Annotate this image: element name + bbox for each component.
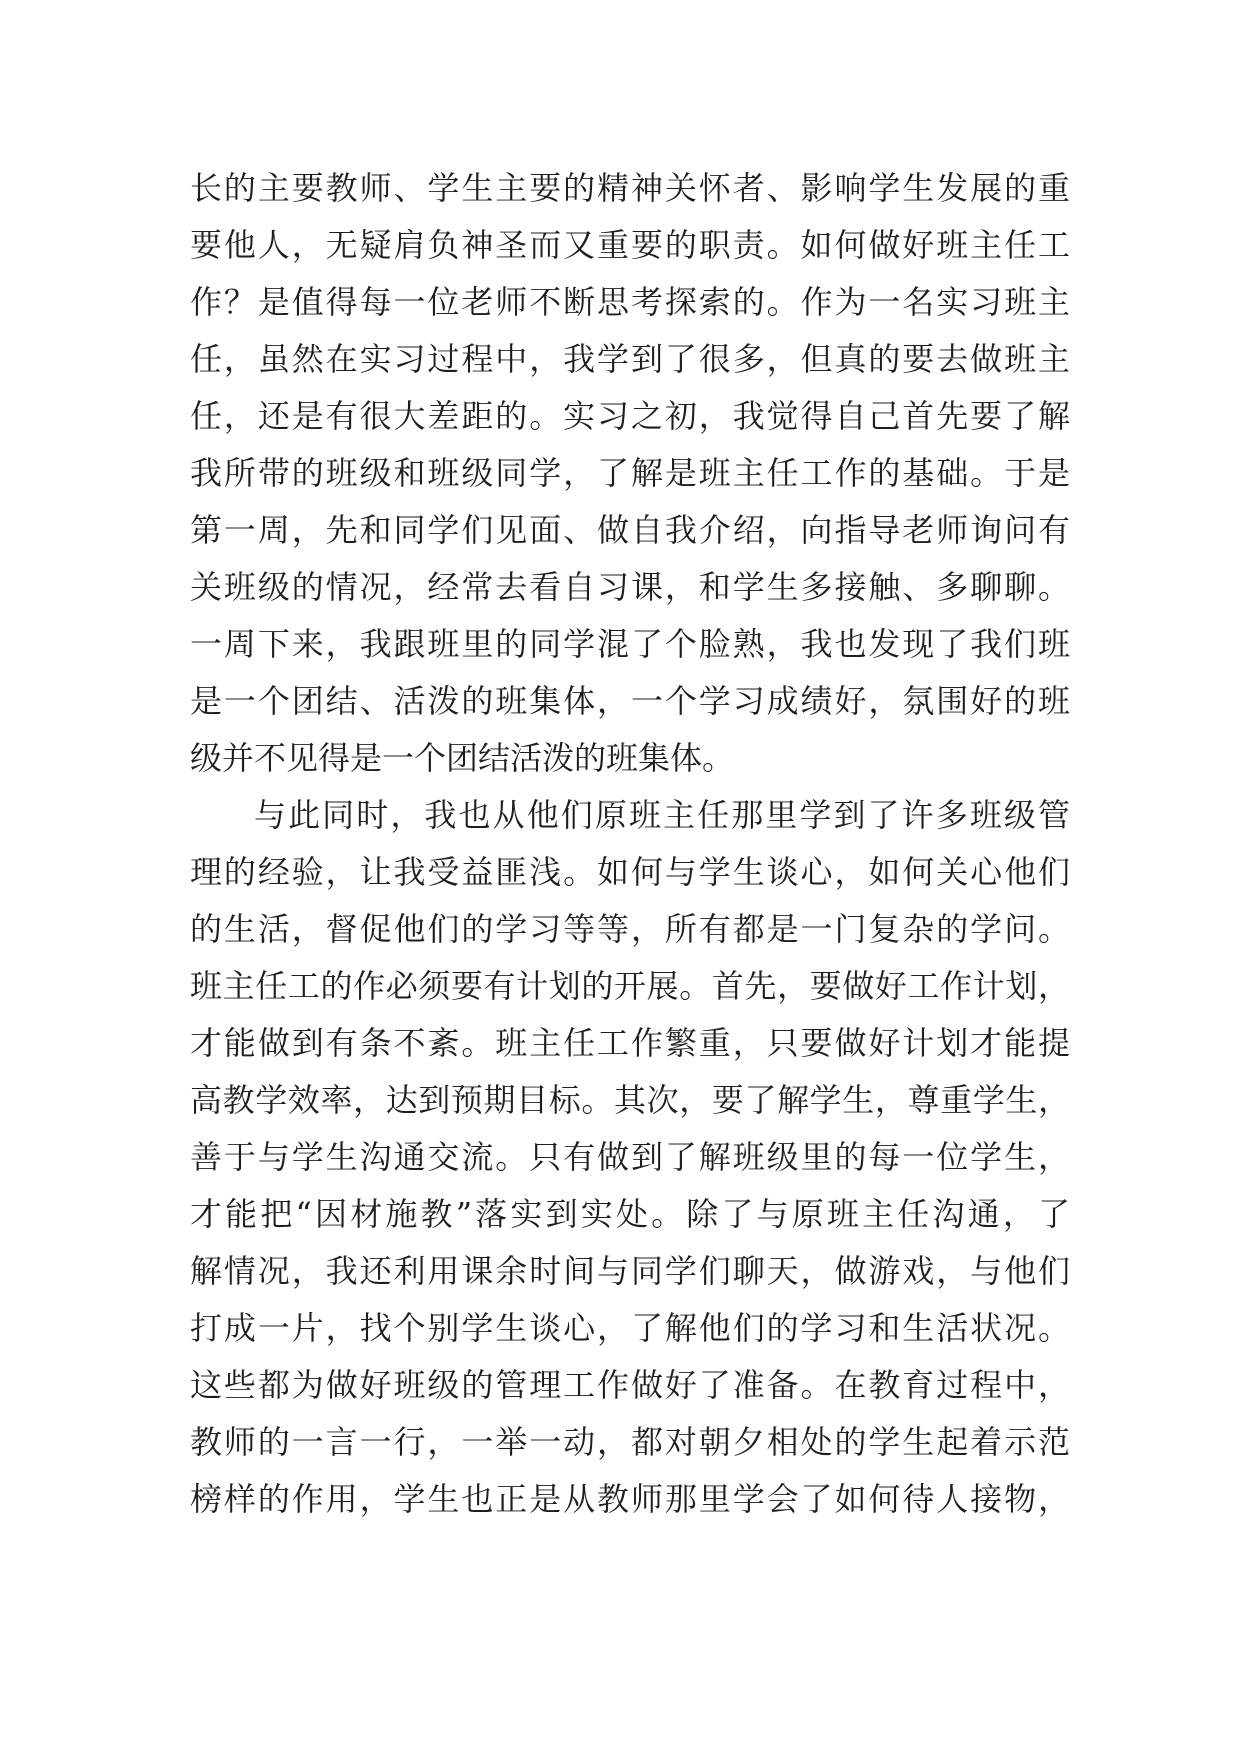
text-line: 是一个团结、活泼的班集体，一个学习成绩好，氛围好的班 [190,682,1070,720]
text-line: 榜样的作用，学生也正是从教师那里学会了如何待人接物， [190,1480,1070,1518]
text-line: 要他人，无疑肩负神圣而又重要的职责。如何做好班主任工 [190,226,1070,264]
text-line: 这些都为做好班级的管理工作做好了准备。在教育过程中， [190,1366,1070,1404]
text-line: 高教学效率，达到预期目标。其次，要了解学生，尊重学生， [190,1081,1070,1119]
text-line: 打成一片，找个别学生谈心，了解他们的学习和生活状况。 [190,1309,1070,1347]
text-line: 任，虽然在实习过程中，我学到了很多，但真的要去做班主 [190,340,1070,378]
text-line: 班主任工的作必须要有计划的开展。首先，要做好工作计划， [190,967,1070,1005]
text-line: 的生活，督促他们的学习等等，所有都是一门复杂的学问。 [190,910,1070,948]
text-line: 教师的一言一行，一举一动，都对朝夕相处的学生起着示范 [190,1423,1070,1461]
text-line: 解情况，我还利用课余时间与同学们聊天，做游戏，与他们 [190,1252,1070,1290]
text-line: 作？是值得每一位老师不断思考探索的。作为一名实习班主 [190,283,1070,321]
text-line: 任，还是有很大差距的。实习之初，我觉得自己首先要了解 [190,397,1070,435]
text-line: 第一周，先和同学们见面、做自我介绍，向指导老师询问有 [190,511,1070,549]
text-line: 理的经验，让我受益匪浅。如何与学生谈心，如何关心他们 [190,853,1070,891]
body-text [190,160,1070,1528]
text-line: 长的主要教师、学生主要的精神关怀者、影响学生发展的重 [190,169,1070,207]
text-line: 才能做到有条不紊。班主任工作繁重，只要做好计划才能提 [190,1024,1070,1062]
text-line: 善于与学生沟通交流。只有做到了解班级里的每一位学生， [190,1138,1070,1176]
text-line: 我所带的班级和班级同学，了解是班主任工作的基础。于是 [190,454,1070,492]
text-line: 一周下来，我跟班里的同学混了个脸熟，我也发现了我们班 [190,625,1070,663]
text-line: 关班级的情况，经常去看自习课，和学生多接触、多聊聊。 [190,568,1070,606]
text-line: 与此同时，我也从他们原班主任那里学到了许多班级管 [254,796,1070,834]
text-line: 级并不见得是一个团结活泼的班集体。 [190,739,735,777]
text-line: 才能把“因材施教”落实到实处。除了与原班主任沟通，了 [190,1195,1070,1233]
